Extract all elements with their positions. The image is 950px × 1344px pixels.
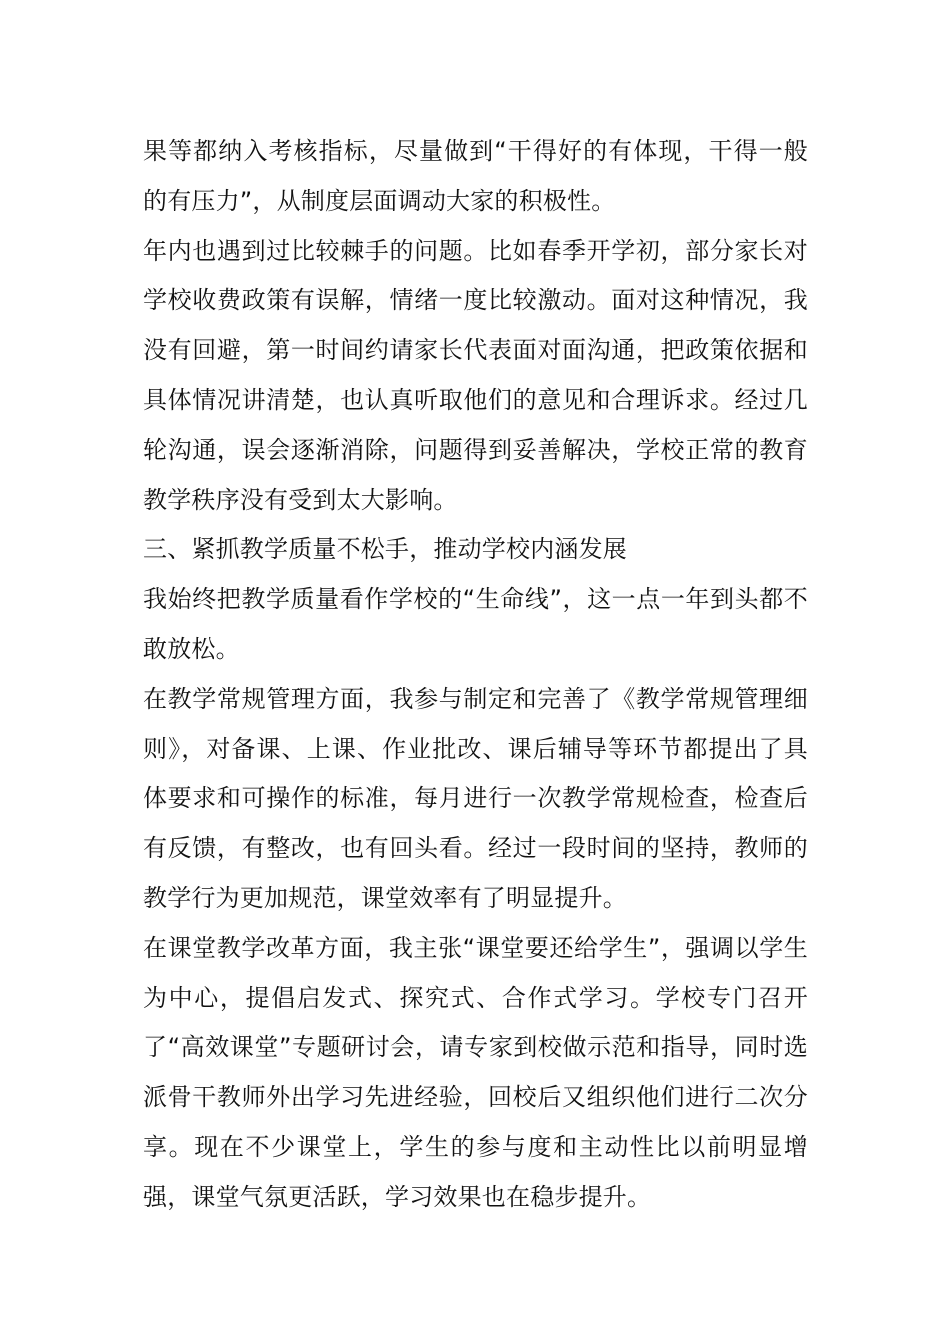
paragraph-classroom-reform: 在课堂教学改革方面，我主张“课堂要还给学生”，强调以学生为中心，提倡启发式、探究式、合作式学习。学校专门召开了“高效课堂”专题研讨会，请专家到校做示范和指导，同时选派骨干教师外出学习先进经验，回校后又组织他们进行二次分享。现在不少课堂上，学生的参与度和主动性比以前明显增强，课堂气氛更活跃，学习效果也在稳步提升。 xyxy=(143,933,808,1211)
paragraph-routine-management: 在教学常规管理方面，我参与制定和完善了《教学常规管理细则》，对备课、上课、作业批改、课后辅导等环节都提出了具体要求和可操作的标准，每月进行一次教学常规检查，检查后有反馈，有整改，也有回头看。经过一段时间的坚持，教师的教学行为更加规范，课堂效率有了明显提升。 xyxy=(143,684,808,912)
paragraph-quality-lifeline: 我始终把教学质量看作学校的“生命线”，这一点一年到头都不敢放松。 xyxy=(143,585,808,663)
section-heading-three: 三、紧抓教学质量不松手，推动学校内涵发展 xyxy=(143,535,627,564)
paragraph-assessment-continuation: 果等都纳入考核指标，尽量做到“干得好的有体现，干得一般的有压力”，从制度层面调动大家的积极性。 xyxy=(143,137,808,215)
paragraph-parent-issue: 年内也遇到过比较棘手的问题。比如春季开学初，部分家长对学校收费政策有误解，情绪一度比较激动。面对这种情况，我没有回避，第一时间约请家长代表面对面沟通，把政策依据和具体情况讲清楚，也认真听取他们的意见和合理诉求。经过几轮沟通，误会逐渐消除，问题得到妥善解决，学校正常的教育教学秩序没有受到太大影响。 xyxy=(143,236,808,514)
document-body xyxy=(143,127,808,1223)
